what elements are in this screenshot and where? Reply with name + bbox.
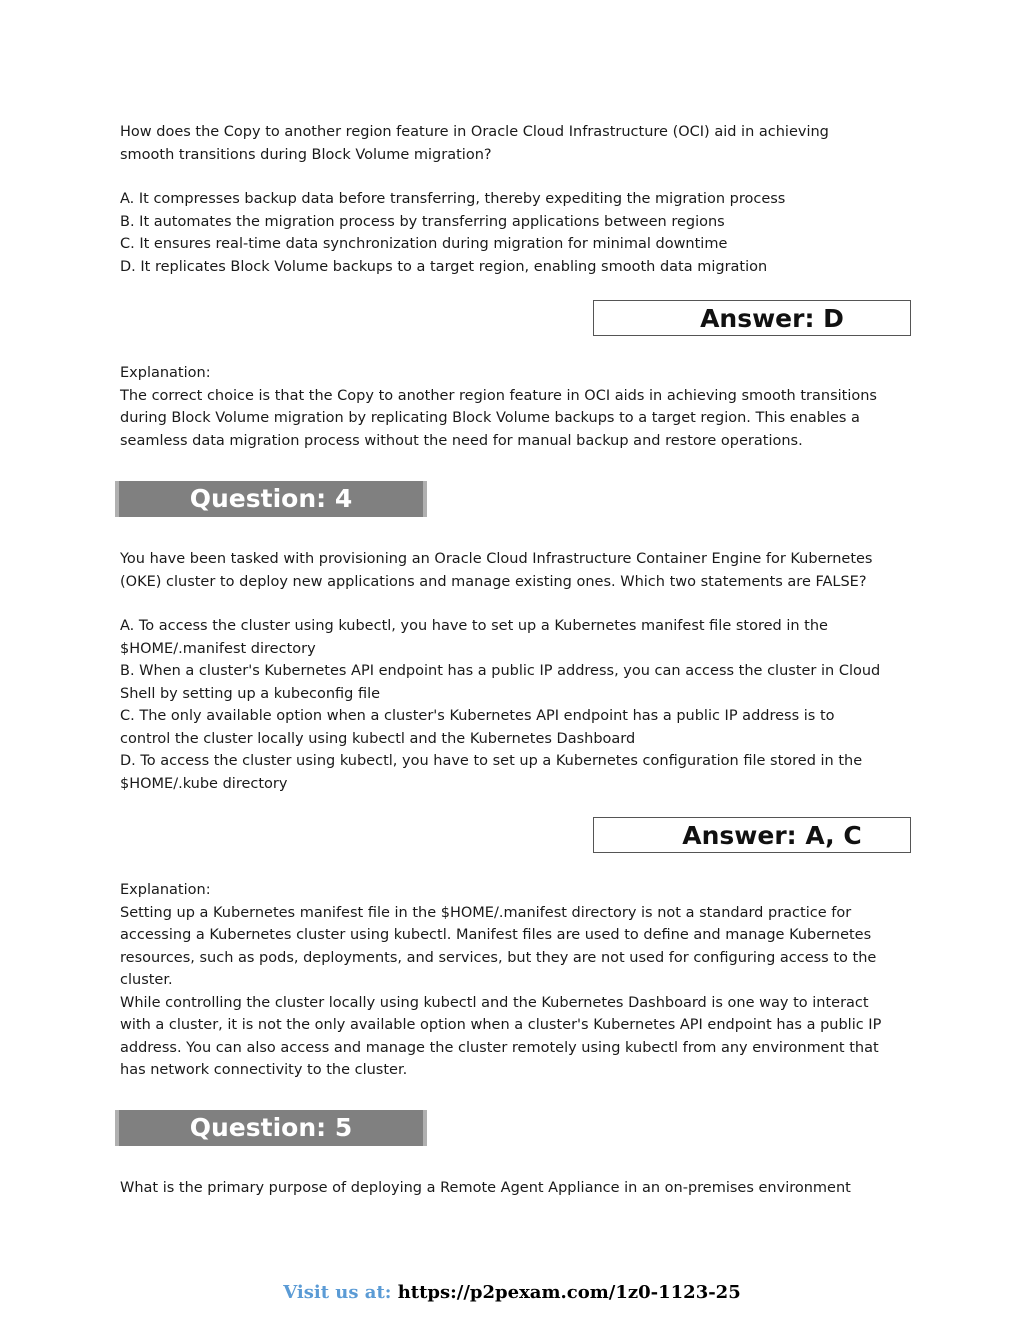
- q4-answer: Answer: A, C: [682, 821, 862, 850]
- q3-option-c: C. It ensures real-time data synchronization during migration for minimal downtime: [120, 236, 728, 252]
- q3-question-line: smooth transitions during Block Volume migration?: [120, 146, 492, 163]
- question-5-header: Question: 5: [115, 1110, 427, 1146]
- q3-options: [120, 188, 910, 278]
- q4-question-line: (OKE) cluster to deploy new applications and manage existing ones. Which two statements are FALSE?: [120, 573, 867, 590]
- footer-url-link[interactable]: https://p2pexam.com/1z0-1123-25: [397, 1282, 741, 1303]
- q4-explanation-line: resources, such as pods, deployments, and services, but they are not used for configuring access to the: [120, 949, 877, 966]
- q4-explanation-line: accessing a Kubernetes cluster using kubectl. Manifest files are used to define and manage Kubernetes: [120, 927, 872, 943]
- q4-explanation: [120, 879, 910, 1082]
- q3-option-d: D. It replicates Block Volume backups to a target region, enabling smooth data migration: [120, 258, 768, 275]
- q3-question-line: How does the Copy to another region feature in Oracle Cloud Infrastructure (OCI) aid in achieving: [120, 124, 829, 140]
- q4-question-line: You have been tasked with provisioning an Oracle Cloud Infrastructure Container Engine for Kubernetes: [120, 551, 873, 567]
- footer-visit-label: Visit us at:: [283, 1282, 392, 1303]
- q3-explanation-label: Explanation:: [120, 365, 211, 381]
- q3-explanation: [120, 362, 910, 452]
- q3-explanation-line: The correct choice is that the Copy to another region feature in OCI aids in achieving smooth transitions: [120, 387, 877, 404]
- q4-option-d-cont: $HOME/.kube directory: [120, 775, 288, 792]
- q4-option-b: B. When a cluster's Kubernetes API endpoint has a public IP address, you can access the cluster in Cloud: [120, 663, 881, 679]
- q4-explanation-label: Explanation:: [120, 882, 211, 898]
- q4-option-c-cont: control the cluster locally using kubectl and the Kubernetes Dashboard: [120, 730, 636, 747]
- q5-question: [120, 1177, 910, 1200]
- q4-option-b-cont: Shell by setting up a kubeconfig file: [120, 685, 381, 702]
- q4-option-a: A. To access the cluster using kubectl, you have to set up a Kubernetes manifest file stored in the: [120, 618, 828, 634]
- q3-answer: Answer: D: [700, 304, 844, 333]
- q3-explanation-line: during Block Volume migration by replicating Block Volume backups to a target region. This enables a: [120, 410, 860, 426]
- question-4-header: Question: 4: [115, 481, 427, 517]
- q3-option-a: A. It compresses backup data before transferring, thereby expediting the migration process: [120, 191, 786, 207]
- q3-answer-box: [593, 300, 911, 336]
- q4-question: [120, 548, 910, 593]
- q4-option-d: D. To access the cluster using kubectl, you have to set up a Kubernetes configuration file stored in the: [120, 753, 863, 769]
- q4-explanation-line: While controlling the cluster locally using kubectl and the Kubernetes Dashboard is one way to interact: [120, 994, 869, 1011]
- q4-explanation-line: has network connectivity to the cluster.: [120, 1062, 408, 1078]
- q4-option-a-cont: $HOME/.manifest directory: [120, 640, 316, 657]
- q4-explanation-line: Setting up a Kubernetes manifest file in the $HOME/.manifest directory is not a standard practice for: [120, 904, 852, 921]
- q5-question-line: What is the primary purpose of deploying a Remote Agent Appliance in an on-premises environment: [120, 1180, 851, 1196]
- q3-question: [120, 121, 910, 166]
- q4-explanation-line: with a cluster, it is not the only available option when a cluster's Kubernetes API endpoint has a public IP: [120, 1017, 882, 1033]
- q4-answer-box: [593, 817, 911, 853]
- q3-option-b: B. It automates the migration process by transferring applications between regions: [120, 213, 725, 230]
- q4-option-c: C. The only available option when a cluster's Kubernetes API endpoint has a public IP address is to: [120, 708, 835, 724]
- q3-explanation-line: seamless data migration process without the need for manual backup and restore operations.: [120, 432, 803, 449]
- q4-explanation-line: cluster.: [120, 972, 173, 988]
- q4-explanation-line: address. You can also access and manage the cluster remotely using kubectl from any environment that: [120, 1039, 879, 1056]
- q4-options: [120, 615, 910, 795]
- footer: [0, 1282, 1024, 1303]
